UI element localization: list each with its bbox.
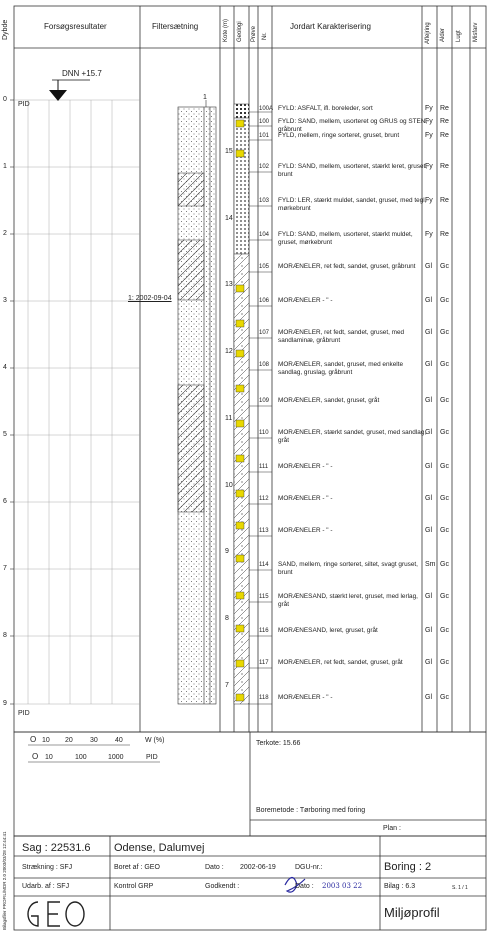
lugt-header: Lugt bbox=[456, 30, 462, 42]
depth-tick: 3 bbox=[3, 297, 7, 304]
aflejring-header: Aflejring bbox=[425, 22, 431, 44]
aflejring-code: Gl bbox=[425, 495, 432, 502]
depth-header: Dybde bbox=[2, 19, 9, 40]
soil-description: MORÆNELER - " - bbox=[278, 694, 333, 701]
aflejring-code: Sm bbox=[425, 561, 436, 568]
aflejring-code: Gl bbox=[425, 397, 432, 404]
test-results-header: Forsøgsresultater bbox=[44, 22, 107, 31]
alder-code: Re bbox=[440, 231, 449, 238]
soil-description: FYLD: LER, stærkt muldet, sandet, gruset, med tegl, mørkebrunt bbox=[278, 197, 427, 212]
boret-af: Boret af : GEO bbox=[114, 864, 160, 871]
sample-number: 107 bbox=[259, 330, 270, 336]
alder-code: Gc bbox=[440, 627, 449, 634]
sample-number: 100 bbox=[259, 119, 270, 125]
sample-number: 116 bbox=[259, 628, 269, 634]
drill-method: Boremetode : Tørboring med foring bbox=[256, 807, 366, 814]
sample-number: 103 bbox=[259, 198, 270, 204]
aflejring-code: Fy bbox=[425, 231, 433, 238]
udarb-af: Udarb. af : SFJ bbox=[22, 883, 70, 890]
soil-description: FYLD: SAND, mellem, usorteret og GRUS og STEN, gråbrunt bbox=[278, 118, 428, 133]
pid-top: PID bbox=[18, 101, 30, 108]
straekning: Strækning : SFJ bbox=[22, 864, 73, 871]
w-marker: O bbox=[30, 735, 37, 744]
soil-description: FYLD: ASFALT, ifl. boreleder, sort bbox=[278, 105, 373, 112]
filter-header: Filtersætning bbox=[152, 22, 199, 31]
sample-number: 114 bbox=[259, 562, 269, 568]
soil-description: MORÆNESAND, stærkt leret, gruset, med lerlag, gråt bbox=[278, 593, 418, 608]
dato-label: Dato : bbox=[205, 864, 224, 871]
alder-code: Gc bbox=[440, 561, 449, 568]
aflejring-code: Gl bbox=[425, 263, 432, 270]
soil-description: MORÆNELER, sandet, gruset, med enkelte sandlag, gruslag, gråbrunt bbox=[278, 361, 404, 376]
pid-tick-3: 1000 bbox=[108, 754, 124, 761]
soil-description: SAND, mellem, ringe sorteret, siltet, svagt gruset, brunt bbox=[278, 561, 418, 576]
alder-code: Gc bbox=[440, 527, 449, 534]
aflejring-code: Gl bbox=[425, 694, 432, 701]
sample-number: 115 bbox=[259, 594, 269, 600]
kote-tick: 7 bbox=[225, 682, 229, 689]
pid-label: PID bbox=[146, 754, 158, 761]
alder-code: Gc bbox=[440, 429, 449, 436]
soil-description: MORÆNELER, ret fedt, sandet, gruset, gråbrunt bbox=[278, 263, 416, 270]
kote-tick: 11 bbox=[225, 415, 233, 422]
alder-code: Gc bbox=[440, 463, 449, 470]
alder-code: Gc bbox=[440, 361, 449, 368]
geology-column bbox=[234, 104, 249, 704]
dnn-label: DNN +15.7 bbox=[62, 69, 102, 78]
sample-number: 117 bbox=[259, 660, 269, 666]
plan-label: Plan : bbox=[383, 825, 401, 832]
misfarv-header: Misfarv bbox=[473, 22, 479, 42]
sample-number: 105 bbox=[259, 264, 270, 270]
depth-tick: 5 bbox=[3, 431, 7, 438]
geology-header: Geologi bbox=[237, 21, 243, 42]
godkendt: Godkendt : bbox=[205, 883, 240, 890]
aflejring-code: Gl bbox=[425, 659, 432, 666]
nr-header: Nr. bbox=[262, 32, 268, 40]
sample-number: 112 bbox=[259, 496, 269, 502]
filter-top-num: 1 bbox=[203, 94, 207, 101]
soil-description: MORÆNELER - " - bbox=[278, 297, 333, 304]
sample-number: 108 bbox=[259, 362, 270, 368]
soil-description: FYLD: SAND, mellem, usorteret, stærkt muldet, gruset, mørkebrunt bbox=[278, 231, 413, 246]
filter-date: 1: 2002-09-04 bbox=[128, 295, 172, 302]
pid-marker: O bbox=[32, 752, 39, 761]
alder-header: Alder bbox=[440, 27, 446, 42]
aflejring-code: Fy bbox=[425, 197, 433, 204]
kote-tick: 14 bbox=[225, 215, 233, 222]
soil-header: Jordart Karakterisering bbox=[290, 22, 371, 31]
soil-description: MORÆNELER - " - bbox=[278, 495, 333, 502]
sample-number: 109 bbox=[259, 398, 270, 404]
kote-tick: 9 bbox=[225, 548, 229, 555]
alder-code: Re bbox=[440, 118, 449, 125]
depth-tick: 4 bbox=[3, 364, 7, 371]
alder-code: Re bbox=[440, 105, 449, 112]
soil-description: MORÆNELER - " - bbox=[278, 463, 333, 470]
soil-description: FYLD, mellem, ringe sorteret, gruset, brunt bbox=[278, 132, 400, 139]
sample-number: 118 bbox=[259, 695, 269, 701]
alder-code: Gc bbox=[440, 397, 449, 404]
side-stamp: Bilagsfiler PROFIL/MDR 2.0 2003/03/28 12:44:41 bbox=[2, 831, 7, 930]
alder-code: Re bbox=[440, 163, 449, 170]
aflejring-code: Fy bbox=[425, 163, 433, 170]
alder-code: Gc bbox=[440, 297, 449, 304]
place-name: Odense, Dalumvej bbox=[114, 842, 205, 854]
aflejring-code: Gl bbox=[425, 527, 432, 534]
kontrol: Kontrol GRP bbox=[114, 883, 154, 890]
alder-code: Gc bbox=[440, 495, 449, 502]
dato-value: 2002-06-19 bbox=[240, 864, 276, 871]
pid-tick-2: 100 bbox=[75, 754, 87, 761]
aflejring-code: Gl bbox=[425, 593, 432, 600]
depth-tick: 1 bbox=[3, 163, 7, 170]
alder-code: Gc bbox=[440, 593, 449, 600]
alder-code: Gc bbox=[440, 694, 449, 701]
sample-number: 100A bbox=[259, 106, 274, 112]
soil-description: MORÆNESAND, leret, gruset, gråt bbox=[278, 627, 378, 634]
boring-number: Boring : 2 bbox=[384, 861, 432, 873]
kote-header: Kote (m) bbox=[223, 18, 229, 42]
page-number: S. 1 / 1 bbox=[452, 885, 468, 891]
alder-code: Gc bbox=[440, 329, 449, 336]
w-tick-4: 40 bbox=[115, 737, 123, 744]
sample-number: 113 bbox=[259, 528, 269, 534]
depth-tick: 7 bbox=[3, 565, 7, 572]
w-label: W (%) bbox=[145, 737, 165, 744]
sample-number: 106 bbox=[259, 298, 270, 304]
aflejring-code: Gl bbox=[425, 463, 432, 470]
sample-number: 101 bbox=[259, 133, 270, 139]
sample-number: 110 bbox=[259, 430, 269, 436]
w-tick-1: 10 bbox=[42, 737, 50, 744]
aflejring-code: Gl bbox=[425, 329, 432, 336]
w-tick-2: 20 bbox=[65, 737, 73, 744]
kote-tick: 10 bbox=[225, 482, 233, 489]
aflejring-code: Fy bbox=[425, 132, 433, 139]
alder-code: Re bbox=[440, 132, 449, 139]
bilag: Bilag : 6.3 bbox=[384, 883, 416, 890]
depth-tick: 2 bbox=[3, 230, 7, 237]
depth-tick: 8 bbox=[3, 632, 7, 639]
alder-code: Re bbox=[440, 197, 449, 204]
soil-description: FYLD: SAND, mellem, usorteret, stærkt leret, gruset, brunt bbox=[278, 163, 428, 178]
dato2-label: Dato : bbox=[295, 883, 314, 890]
soil-description: MORÆNELER, stærkt sandet, gruset, med sandlag, gråt bbox=[278, 429, 427, 444]
sample-number: 102 bbox=[259, 164, 270, 170]
w-tick-3: 30 bbox=[90, 737, 98, 744]
aflejring-code: Fy bbox=[425, 105, 433, 112]
soil-description: MORÆNELER, ret fedt, sandet, gruset, gråt bbox=[278, 659, 403, 666]
depth-tick: 6 bbox=[3, 498, 7, 505]
soil-description: MORÆNELER - " - bbox=[278, 527, 333, 534]
alder-code: Gc bbox=[440, 263, 449, 270]
aflejring-code: Fy bbox=[425, 118, 433, 125]
terrain-level: Terkote: 15.66 bbox=[256, 740, 301, 747]
sample-number: 104 bbox=[259, 232, 270, 238]
aflejring-code: Gl bbox=[425, 361, 432, 368]
pid-tick-1: 10 bbox=[45, 754, 53, 761]
sample-number: 111 bbox=[259, 464, 269, 470]
pid-bottom: PID bbox=[18, 710, 30, 717]
aflejring-code: Gl bbox=[425, 627, 432, 634]
dato2-value: 2003 03 22 bbox=[322, 882, 363, 890]
soil-description: MORÆNELER, ret fedt, sandet, gruset, med sandlaminæ, gråbrunt bbox=[278, 329, 405, 344]
aflejring-code: Gl bbox=[425, 429, 432, 436]
kote-tick: 12 bbox=[225, 348, 233, 355]
alder-code: Gc bbox=[440, 659, 449, 666]
kote-tick: 13 bbox=[225, 281, 233, 288]
filter-column bbox=[178, 100, 216, 704]
profile-title: Miljøprofil bbox=[384, 905, 440, 920]
depth-tick: 0 bbox=[3, 96, 7, 103]
kote-tick: 15 bbox=[225, 148, 233, 155]
dgu-nr: DGU-nr.: bbox=[295, 864, 323, 871]
sag-number: Sag : 22531.6 bbox=[22, 842, 91, 854]
geo-logo bbox=[28, 902, 84, 926]
sample-header: Prøve bbox=[251, 25, 257, 42]
depth-tick: 9 bbox=[3, 700, 7, 707]
soil-description: MORÆNELER, sandet, gruset, gråt bbox=[278, 397, 380, 404]
kote-tick: 8 bbox=[225, 615, 229, 622]
dnn-marker bbox=[49, 80, 90, 101]
aflejring-code: Gl bbox=[425, 297, 432, 304]
